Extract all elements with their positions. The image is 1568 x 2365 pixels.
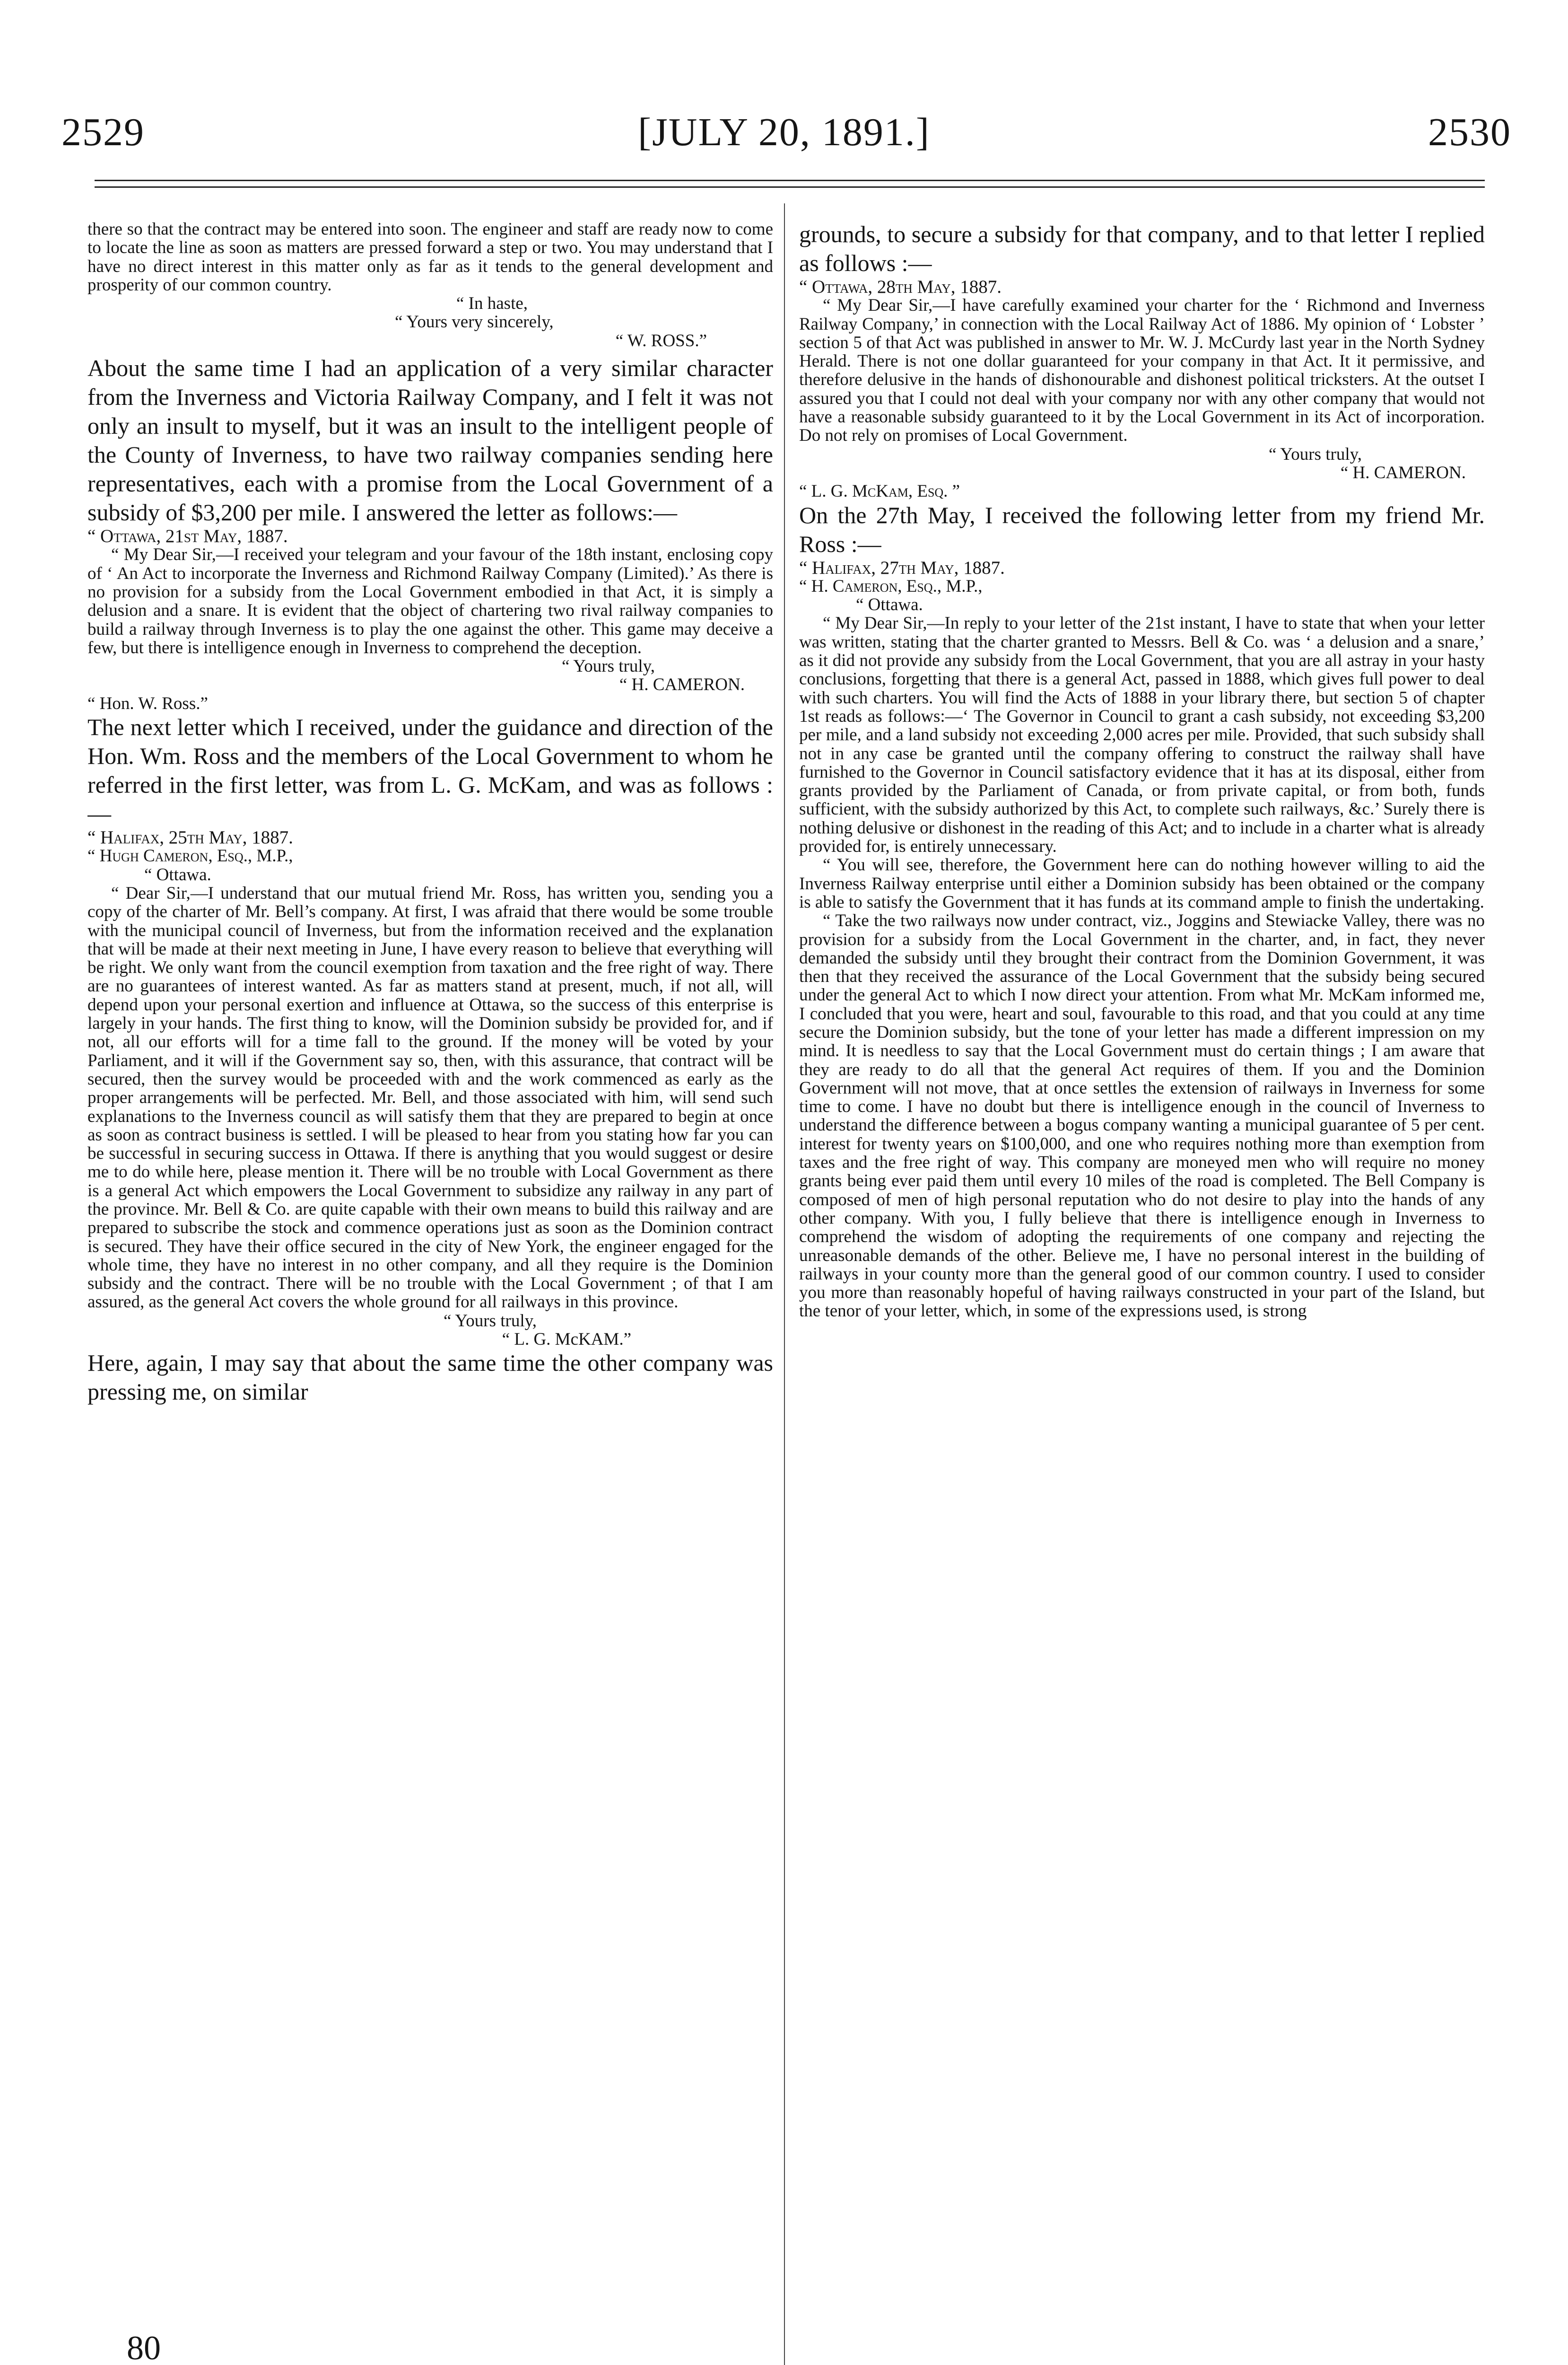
cameron-letter-1 bbox=[87, 527, 773, 713]
letter-paragraph: “ Dear Sir,—I understand that our mutual friend Mr. Ross, has written you, sending you a copy of the charter of Mr. Bell’s company. At first, I was afraid that there would be some trouble with the municipal council of Inverness, but from the information received and the explanation that will be made at their next meeting in June, I have every reason to believe that everything will be right. We only want from the council exemption from taxation and the free right of way. There are no guarantees of interest wanted. As far as matters stand at present, much, if not all, will depend upon your personal exertion and influence at Ottawa, so the success of this enterprise is largely in your hands. The first thing to know, will the Dominion subsidy be provided for, and if not, all our efforts will for a time fall to the ground. If the money will be voted by your Parliament, and it will if the Government say so, then, with this assurance, that contract will be secured, then the survey would be proceeded with and the work commenced as early as the proper arrangements will be perfected. Mr. Bell, and those associated with him, will send such explanations to the Inverness council as will satisfy them that they are prepared to begin at once as soon as contract business is settled. I will be pleased to hear from you stating how far you can be successful in securing success in Ottawa. If there is anything that you would suggest or desire me to do while here, please mention it. There will be no trouble with Local Government as there is a general Act which empowers the Local Government to subsidize any railway in any part of the province. Mr. Bell & Co. are quite capable with their own means to build this railway and are prepared to subscribe the stock and commence operations just as soon as the Dominion contract is secured. They have their office secured in the city of New York, the engineer engaged for the whole time, they have no interest in no other company, and all they require is the Dominion subsidy and the contract. There will be no trouble with the Local Government ; of that I am assured, as the general Act covers the whole ground for all railways in this province. bbox=[87, 883, 773, 1312]
header-date: [JULY 20, 1891.] bbox=[638, 110, 930, 154]
speech-block bbox=[799, 220, 1485, 278]
letter-paragraph: there so that the contract may be entered into soon. The engineer and staff are ready now to come to locate the line as soon as matters are pressed forward a step or two. You may understand that I have no direct interest in this matter only as far as it tends to the general development and prosperity of our common country. bbox=[87, 220, 773, 295]
letter-addressee: “ L. G. McKam, Esq. ” bbox=[799, 482, 960, 501]
letter-date: “ Ottawa, 21st May, 1887. bbox=[87, 526, 288, 547]
ross-letter-2 bbox=[799, 559, 1485, 1321]
left-column bbox=[87, 220, 773, 2365]
letter-paragraph: “ My Dear Sir,—In reply to your letter of the 21st instant, I have to state that when your letter was written, stating that the charter granted to Messrs. Bell & Co. was ‘ a delusion and a snare,’ as it did not provide any subsidy from the Local Government, that you are all astray in your hasty conclusions, forgetting that there is a general Act, passed in 1888, which gives full power to deal with such charters. You will find the Acts of 1888 in your library there, but section 5 of chapter 1st reads as follows:—‘ The Governor in Council to grant a cash subsidy, not exceeding $3,200 per mile, and a land subsidy not exceeding 2,000 acres per mile. Provided, that such subsidy shall not in any case be granted until the company offering to construct the railway shall have furnished to the Governor in Council satisfactory evidence that it has at its disposal, either from grants provided by the Parliament of Canada, or from private capital, or from both, funds sufficient, with the subsidy authorized by this Act, to complete such railways, &c.’ Surely there is nothing delusive or dishonest in the reading of this Act; and to include in a charter what is already provided for, is entirely unnecessary. bbox=[799, 613, 1485, 857]
header-rule-top bbox=[95, 180, 1485, 181]
letter-signature: “ W. ROSS.” bbox=[615, 331, 707, 350]
speech-paragraph: About the same time I had an application of a very similar character from the Inverness and Victoria Railway Company, and I felt it was not only an insult to myself, but it was an insult to the intelligent people of the County of Inverness, to have two railway companies sending here representatives, each with a promise from the Local Government of a subsidy of $3,200 per mile. I answered the letter as follows:— bbox=[87, 355, 773, 526]
speech-block bbox=[799, 501, 1485, 559]
letter-closing: “ In haste, bbox=[456, 294, 528, 314]
letter-closing: “ Yours truly, bbox=[443, 1311, 537, 1331]
speech-block bbox=[87, 1349, 773, 1406]
letter-closing: “ Yours truly, bbox=[561, 657, 655, 676]
ross-letter-end bbox=[87, 220, 773, 350]
letter-closing: “ Yours very sincerely, bbox=[395, 312, 554, 332]
letter-addressee: “ Ottawa. bbox=[144, 865, 211, 885]
cameron-letter-2 bbox=[799, 278, 1485, 501]
letter-addressee: “ Hon. W. Ross.” bbox=[87, 693, 208, 713]
letter-date: “ Halifax, 25th May, 1887. bbox=[87, 827, 293, 848]
letter-closing: “ Yours truly, bbox=[1268, 444, 1362, 464]
letter-signature: “ H. CAMERON. bbox=[619, 675, 745, 695]
footer-page-number: 80 bbox=[127, 2329, 161, 2365]
right-column bbox=[799, 220, 1485, 2365]
speech-paragraph: grounds, to secure a subsidy for that company, and to that letter I replied as follows :— bbox=[799, 221, 1485, 276]
letter-paragraph: “ My Dear Sir,—I have carefully examined your charter for the ‘ Richmond and Inverness Railway Company,’ in connection with the Local Railway Act of 1886. My opinion of ‘ Lobster ’ section 5 of that Act was published in answer to Mr. W. J. McCurdy last year in the North Sydney Herald. There is not one dollar guaranteed for your company in that Act. It it permissive, and therefore delusive in the hands of dishonourable and dishonest political tricksters. At the outset I assured you that I could not deal with your company nor with any other company that would not have a reasonable subsidy guaranteed to it by the Local Government in its Act of incorporation. Do not rely on promises of Local Government. bbox=[799, 296, 1485, 446]
speech-paragraph: Here, again, I may say that about the same time the other company was pressing me, on similar bbox=[87, 1349, 773, 1405]
letter-date: “ Halifax, 27th May, 1887. bbox=[799, 557, 1005, 578]
speech-paragraph: On the 27th May, I received the following letter from my friend Mr. Ross :— bbox=[799, 501, 1485, 557]
letter-signature: “ H. CAMERON. bbox=[1340, 463, 1466, 482]
letter-paragraph: “ You will see, therefore, the Government here can do nothing however willing to aid the Inverness Railway enterprise until either a Dominion subsidy has been obtained or the company is able to satisfy the Government that it has funds at its command ample to finish the undertaking. bbox=[799, 855, 1485, 912]
letter-date: “ Ottawa, 28th May, 1887. bbox=[799, 277, 1002, 297]
right-page-number: 2530 bbox=[1428, 110, 1511, 154]
letter-paragraph: “ Take the two railways now under contract, viz., Joggins and Stewiacke Valley, there was no provision for a subsidy from the Local Government in the charter, and, in fact, they never demanded the subsidy until they brought their contract from the Dominion Government, it was then that they received the assurance of the Local Government that the subsidy being secured under the general Act to which I now direct your attention. From what Mr. McKam informed me, I concluded that you were, heart and soul, favourable to this road, and that you could at any time secure the Dominion subsidy, but the tone of your letter has made a different impression on my mind. It is needless to say that the Local Government must do certain things ; I am aware that they are ready to do all that the general Act requires of them. If you and the Dominion Government will not move, that at once settles the extension of railways in Inverness for some time to come. I have no doubt but there is intelligence enough in the council of Inverness to understand the difference between a bogus company wanting a municipal guarantee of 5 per cent. interest for twenty years on $100,000, and one who requires nothing more than exemption from taxes and the free right of way. This company are moneyed men who will require no money grants being ever paid them until every 10 miles of the road is completed. The Bell Company is composed of men of high personal reputation who do not desire to play into the hands of any other company. With you, I fully believe that there is intelligence enough in Inverness to comprehend the wisdom of adopting the requirements of one company and rejecting the unreasonable demands of the other. Believe me, I have no personal interest in the building of railways in your county more than the general good of our common country. I used to consider you more than reasonably hopeful of having railways constructed in your part of the Island, but the tenor of your letter, which, in some of the expressions used, is strong bbox=[799, 911, 1485, 1321]
letter-paragraph: “ My Dear Sir,—I received your telegram and your favour of the 18th instant, enclosing copy of ‘ An Act to incorporate the Inverness and Richmond Railway Company (Limited).’ As there is no provision for a subsidy from the Local Government embodied in that Act, it is simply a delusion and a snare. It is evident that the object of chartering two rival railway companies to build a railway through Inverness is to play the one against the other. This game may deceive a few, but there is intelligence enough in Inverness to comprehend the deception. bbox=[87, 545, 773, 657]
speech-paragraph: The next letter which I received, under the guidance and direction of the Hon. Wm. Ross and the members of the Local Government to whom he referred in the first letter, was from L. G. McKam, and was as follows :— bbox=[87, 714, 773, 827]
letter-addressee: “ H. Cameron, Esq., M.P., bbox=[799, 576, 983, 596]
mckam-letter bbox=[87, 828, 773, 1349]
header-rule-bottom bbox=[95, 186, 1485, 188]
speech-block bbox=[87, 354, 773, 527]
letter-addressee: “ Ottawa. bbox=[856, 595, 923, 615]
letter-signature: “ L. G. McKAM.” bbox=[502, 1330, 631, 1349]
column-divider bbox=[784, 203, 785, 2365]
speech-block bbox=[87, 713, 773, 828]
letter-addressee: “ Hugh Cameron, Esq., M.P., bbox=[87, 846, 293, 866]
left-page-number: 2529 bbox=[61, 110, 145, 154]
